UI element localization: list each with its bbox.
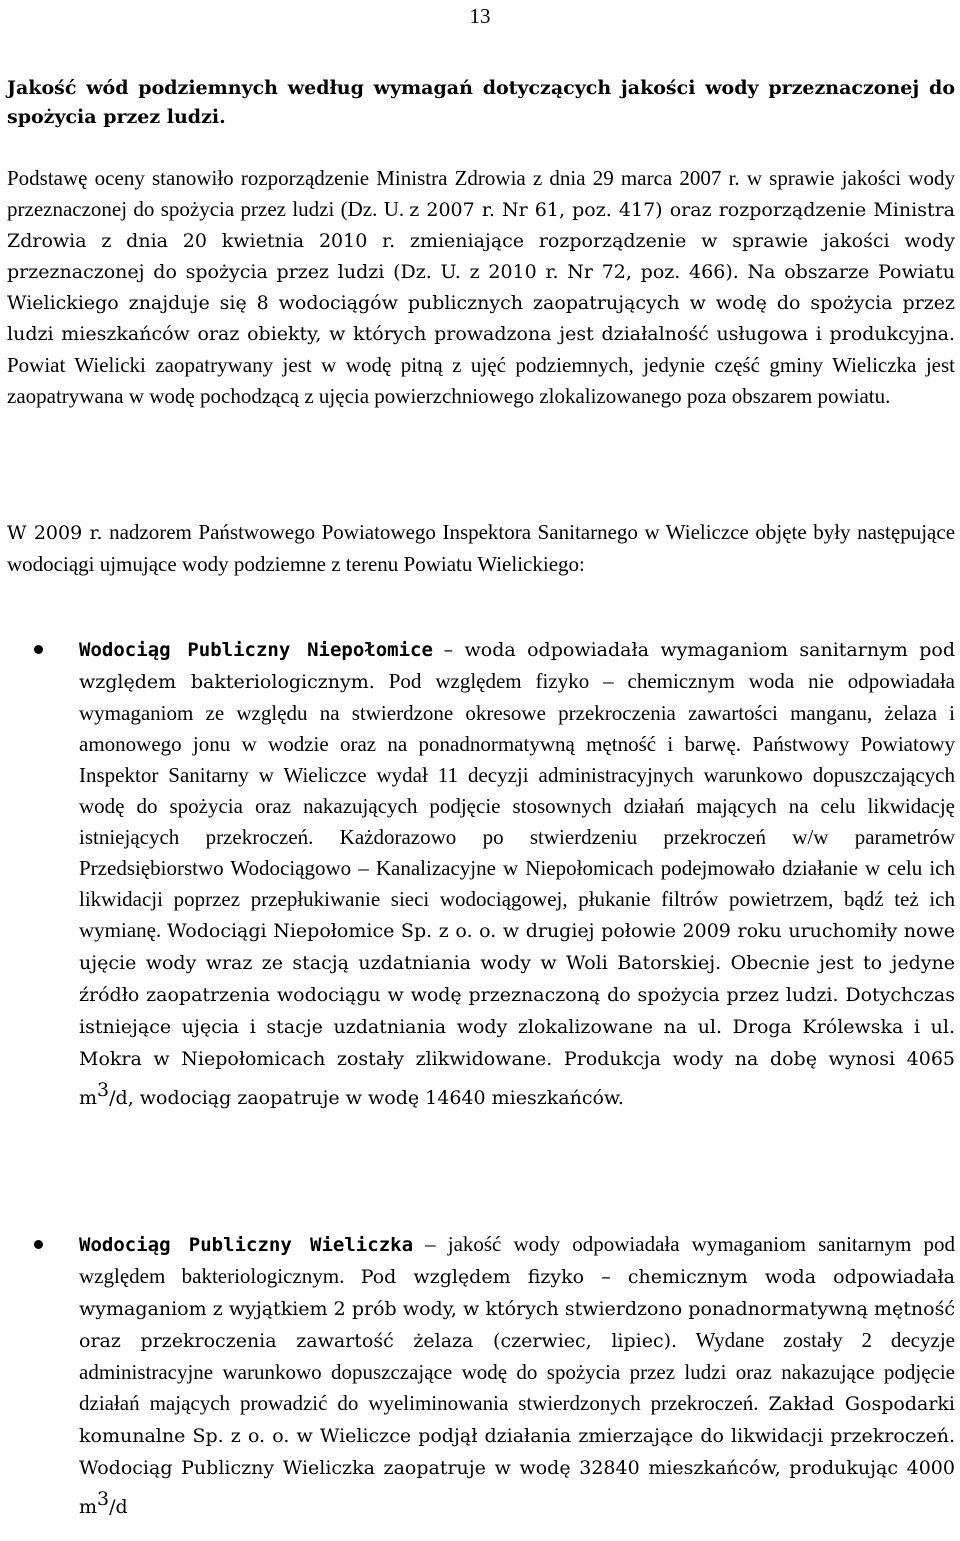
list-text-a: – jakość wody odpowiadała wymaganiom sanitarnym pod względem bakteriologicznym. [79, 1232, 956, 1288]
superscript: 3 [97, 1488, 110, 1510]
list-item-text [79, 1229, 955, 1523]
paragraph-supervision [7, 517, 955, 580]
paragraph-lead: W 2009 r. [7, 522, 103, 544]
paragraph-text-times: Podstawę oceny stanowiło rozporządzenie Ministra Zdrowia z dnia 29 marca 2007 r. w sprawie jakości wody przeznaczonej do spożycia przez ludzi (Dz. U. [7, 166, 955, 221]
bullet-icon [34, 1240, 43, 1249]
paragraph-rest: nadzorem Państwowego Powiatowego Inspektora Sanitarnego w Wieliczce objęte były następujące wodociągi ujmujące wody podziemne z terenu Powiatu Wielickiego: [7, 520, 956, 576]
list-text-d: Wodociągi Niepołomice Sp. z o. o. w drugiej połowie 2009 roku uruchomiły nowe ujęcie wody wraz ze stacją uzdatniania wody w Woli Batorskiej. Obecnie jest to jedyne źródło zaopatrzenia wodociągu w wodę przeznaczoną do spożycia przez ludzi. Dotychczas istniejące ujęcia i stacje uzdatniania wody zlokalizowane na ul. Droga Królewska i ul. Mokra w Niepołomicach zostały zlikwidowane. Produkcja wody na dobę wynosi 4065 m [79, 920, 955, 1109]
paragraph-text-times-2: Powiat Wielicki zaopatrywany jest w wodę pitną z ujęć podziemnych, jedynie część gminy Wieliczka jest zaopatrywana w wodę pochodzącą z ujęcia powierzchniowego zlokalizowanego poza obszarem powiatu. [7, 353, 955, 408]
section-heading: Jakość wód podziemnych według wymagań dotyczących jakości wody przeznaczonej do spożycia przez ludzi. [7, 77, 955, 128]
list-text-b: Pod względem fizyko – chemicznym woda odpowiadała wymaganiom z wyjątkiem 2 prób wody, w których stwierdzono ponadnormatywną mętność oraz przekroczenia zawartość żelaza (czerwiec, lipiec). [79, 1266, 956, 1352]
page-number: 13 [469, 4, 491, 28]
list-text-c: Wydane zostały 2 decyzje administracyjne warunkowo dopuszczające wodę do spożycia przez ludzi oraz nakazujące podjęcie działań mających prowadzić do wyeliminowania stwierdzonych przekroczeń. [79, 1328, 955, 1415]
list-text-d: Zakład Gospodarki komunalne Sp. z o. o. w Wieliczce podjął działania zmierzające do likwidacji przekroczeń. Wodociąg Publiczny Wieliczka zaopatruje w wodę 32840 mieszkańców, produkując 4000 m [79, 1393, 955, 1518]
paragraph-text-serif: z 2007 r. Nr 61, poz. 417) oraz rozporządzenie Ministra Zdrowia z dnia 20 kwietnia 2010 r. zmieniające rozporządzenie w sprawie jakości wody przeznaczonej do spożycia przez ludzi (Dz. U. z 2010 r. Nr 72, poz. 466). Na obszarze Powiatu Wielickiego znajduje się 8 wodociągów publicznych zaopatrujących w wodę do spożycia przez ludzi mieszkańców oraz obiekty, w których prowadzona jest działalność usługowa i produkcyjna. [7, 199, 955, 345]
list-text-e: /d, wodociąg zaopatruje w wodę 14640 mieszkańców. [109, 1087, 624, 1109]
list-text-e: /d [109, 1496, 128, 1518]
waterworks-name: Wodociąg Publiczny Wieliczka [79, 1234, 414, 1256]
bullet-icon [34, 645, 43, 654]
list-text-c: Państwowy Powiatowy Inspektor Sanitarny w Wieliczce wydał 11 decyzji administracyjnych warunkowo dopuszczających wodę do spożycia oraz nakazujących podjęcie stosownych działań mających na celu likwidację istniejących przekroczeń. Każdorazowo po stwierdzeniu przekroczeń w/w parametrów Przedsiębiorstwo Wodociągowo – Kanalizacyjne w Niepołomicach podejmowało działanie w celu ich likwidacji poprzez przepłukiwanie sieci wodociągowej, płukanie filtrów powietrzem, bądź też ich wymianę. [79, 732, 955, 942]
list-text-a: – woda odpowiadała wymaganiom sanitarnym pod względem bakteriologicznym. [79, 639, 956, 693]
paragraph-legal-basis [7, 163, 955, 412]
list-item-text [79, 634, 955, 1114]
waterworks-name: Wodociąg Publiczny Niepołomice [79, 639, 433, 661]
superscript: 3 [97, 1079, 110, 1101]
list-text-b: Pod względem fizyko – chemicznym woda nie odpowiadała wymaganiom ze względu na stwierdzone okresowe przekroczenia zawartości manganu, żelaza i amonowego jonu w wodzie oraz na ponadnormatywną mętność i barwę. [79, 669, 956, 756]
